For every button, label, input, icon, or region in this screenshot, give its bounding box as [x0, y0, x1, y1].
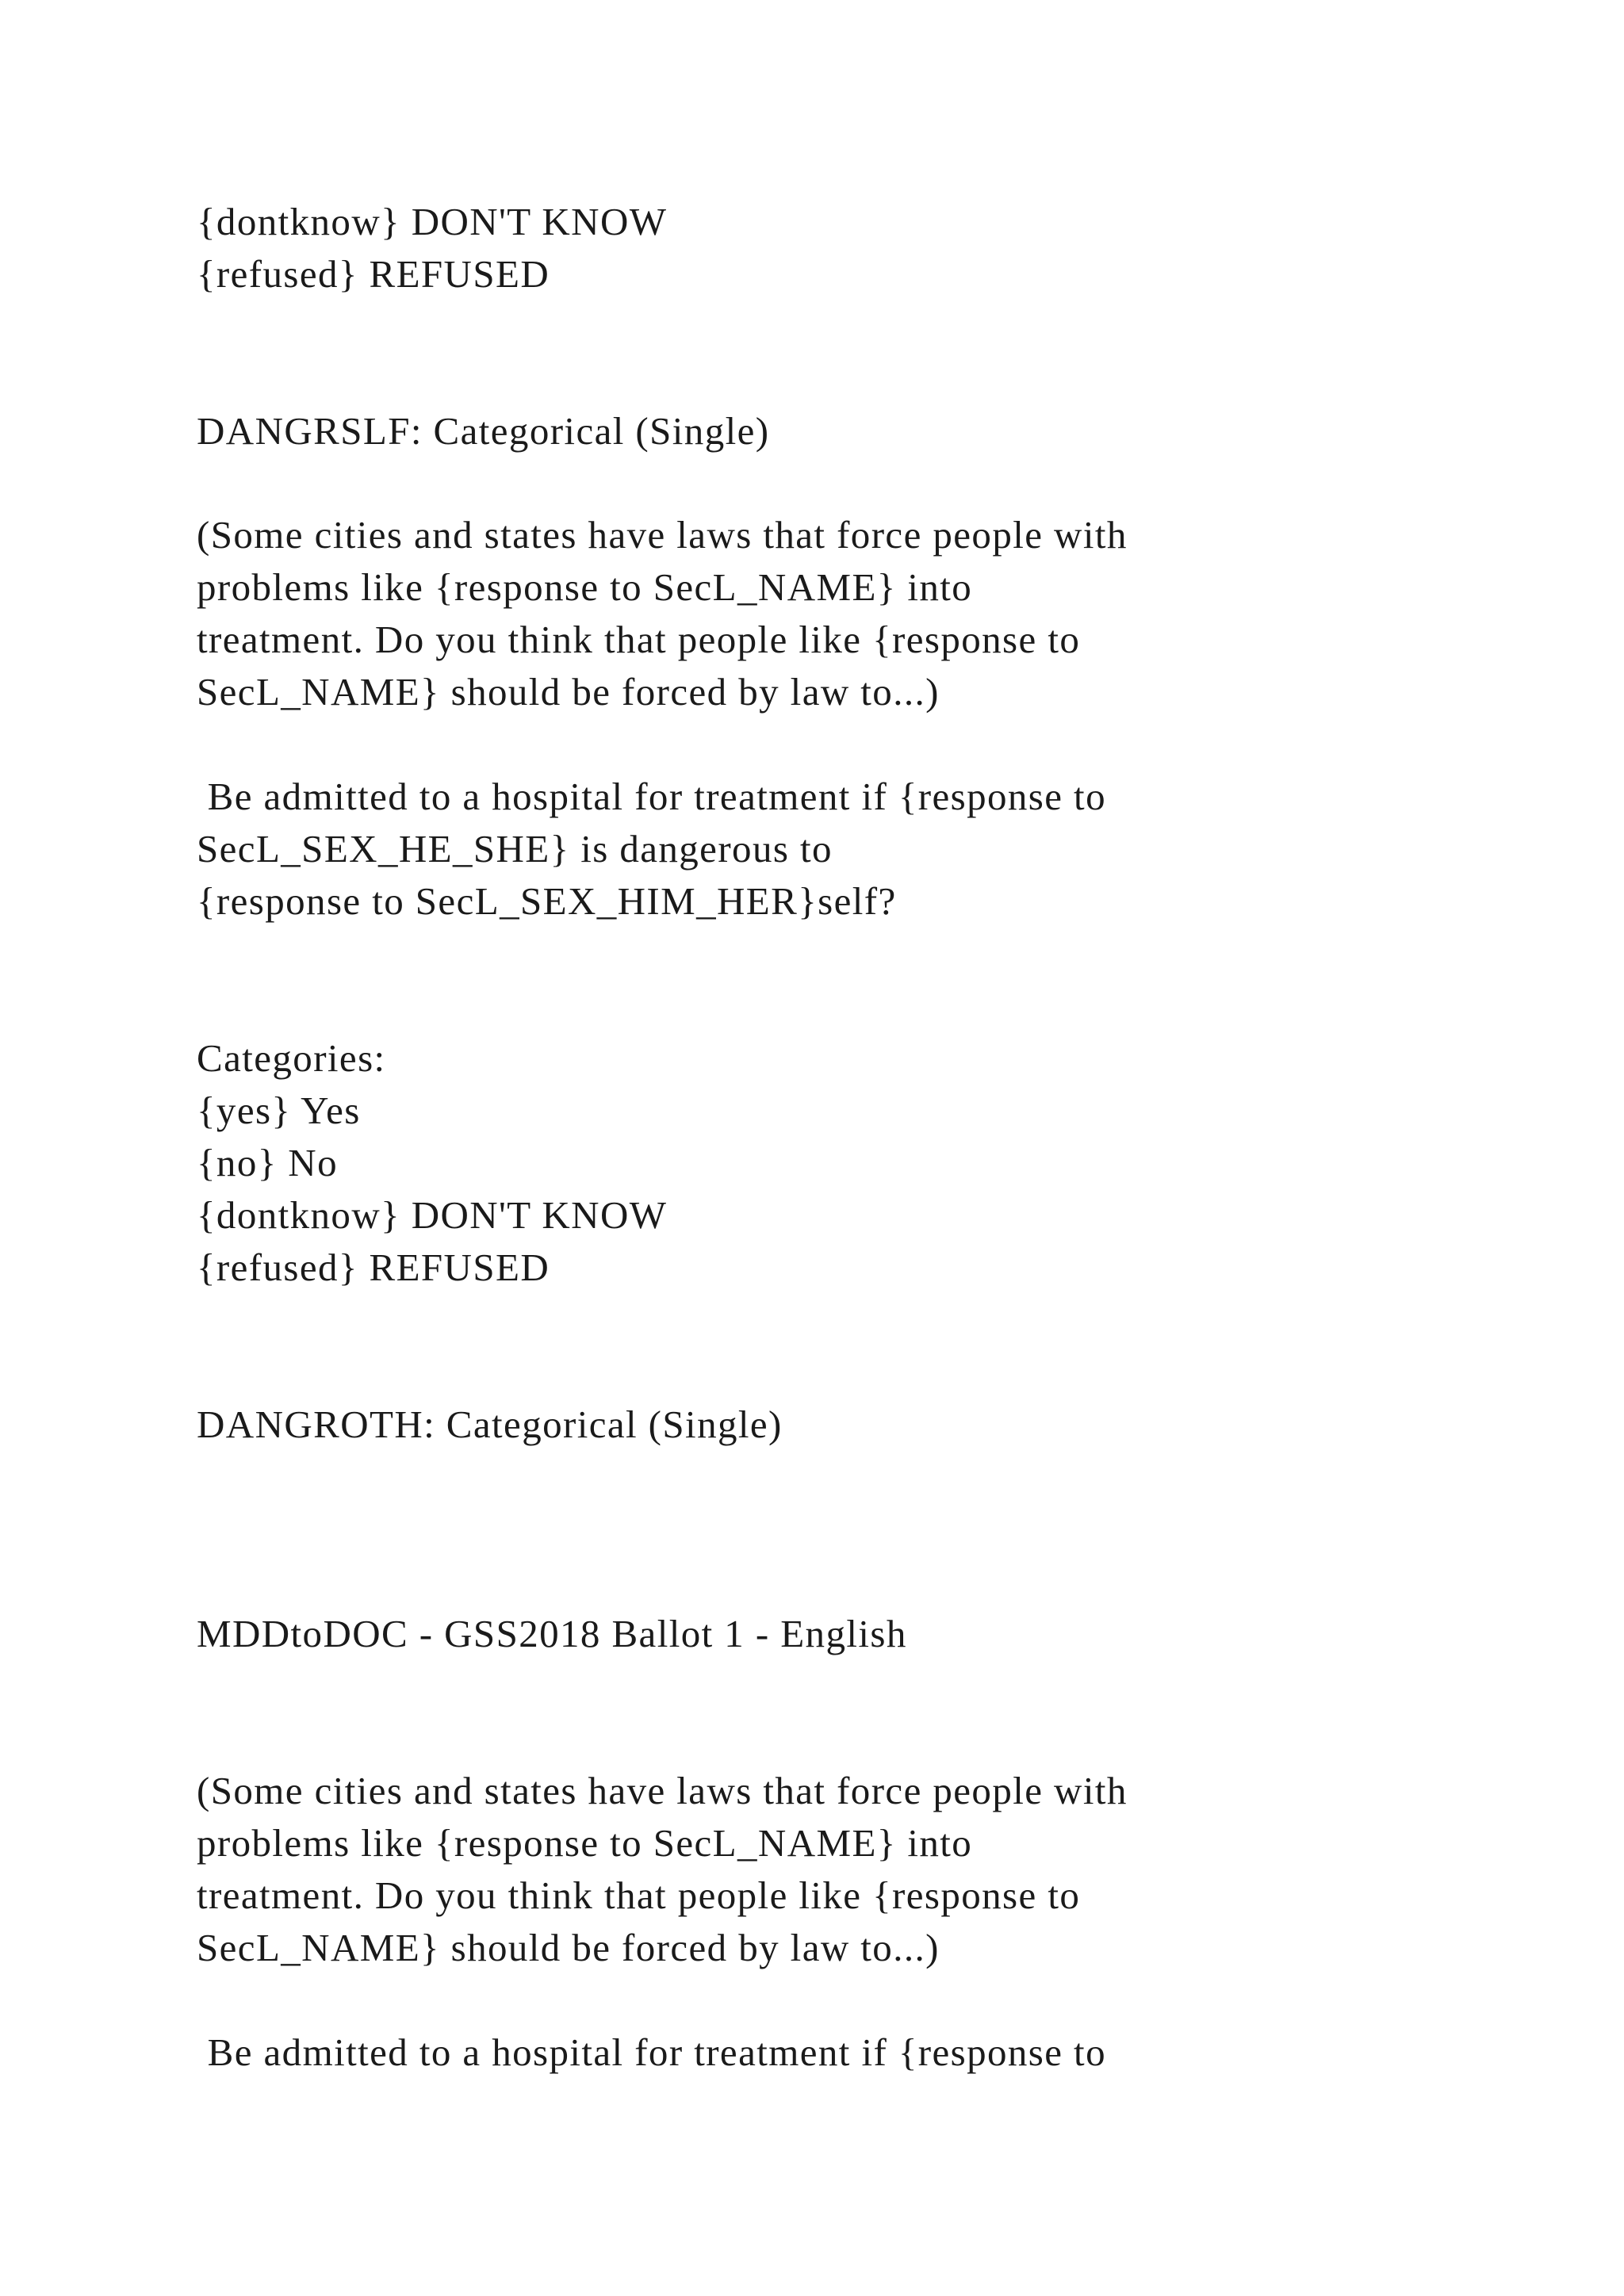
category-dontknow: {dontknow} DON'T KNOW [197, 1193, 668, 1237]
categories-label: Categories: [197, 1036, 386, 1080]
category-yes: {yes} Yes [197, 1089, 361, 1132]
question-intro-line: treatment. Do you think that people like {response to [197, 618, 1081, 661]
category-no: {no} No [197, 1141, 338, 1184]
question-intro-line: SecL_NAME} should be forced by law to...) [197, 670, 940, 714]
question-text-line: Be admitted to a hospital for treatment if {response to [197, 775, 1106, 818]
category-refused: {refused} REFUSED [197, 1246, 550, 1289]
question-text-line: {response to SecL_SEX_HIM_HER}self? [197, 879, 897, 923]
question-intro-line: SecL_NAME} should be forced by law to...) [197, 1926, 940, 1969]
question-text-line: Be admitted to a hospital for treatment if {response to [197, 2030, 1106, 2074]
question-text-line: SecL_SEX_HE_SHE} is dangerous to [197, 827, 833, 871]
category-refused: {refused} REFUSED [197, 252, 550, 296]
question-heading-dangrslf: DANGRSLF: Categorical (Single) [197, 409, 770, 453]
question-intro-line: problems like {response to SecL_NAME} into [197, 565, 973, 609]
question-intro-line: (Some cities and states have laws that force people with [197, 513, 1128, 557]
category-dontknow: {dontknow} DON'T KNOW [197, 200, 668, 243]
page-footer-header: MDDtoDOC - GSS2018 Ballot 1 - English [197, 1612, 907, 1655]
question-intro-line: (Some cities and states have laws that force people with [197, 1769, 1128, 1812]
question-heading-dangroth: DANGROTH: Categorical (Single) [197, 1402, 783, 1446]
question-intro-line: problems like {response to SecL_NAME} into [197, 1821, 973, 1865]
question-intro-line: treatment. Do you think that people like {response to [197, 1873, 1081, 1917]
